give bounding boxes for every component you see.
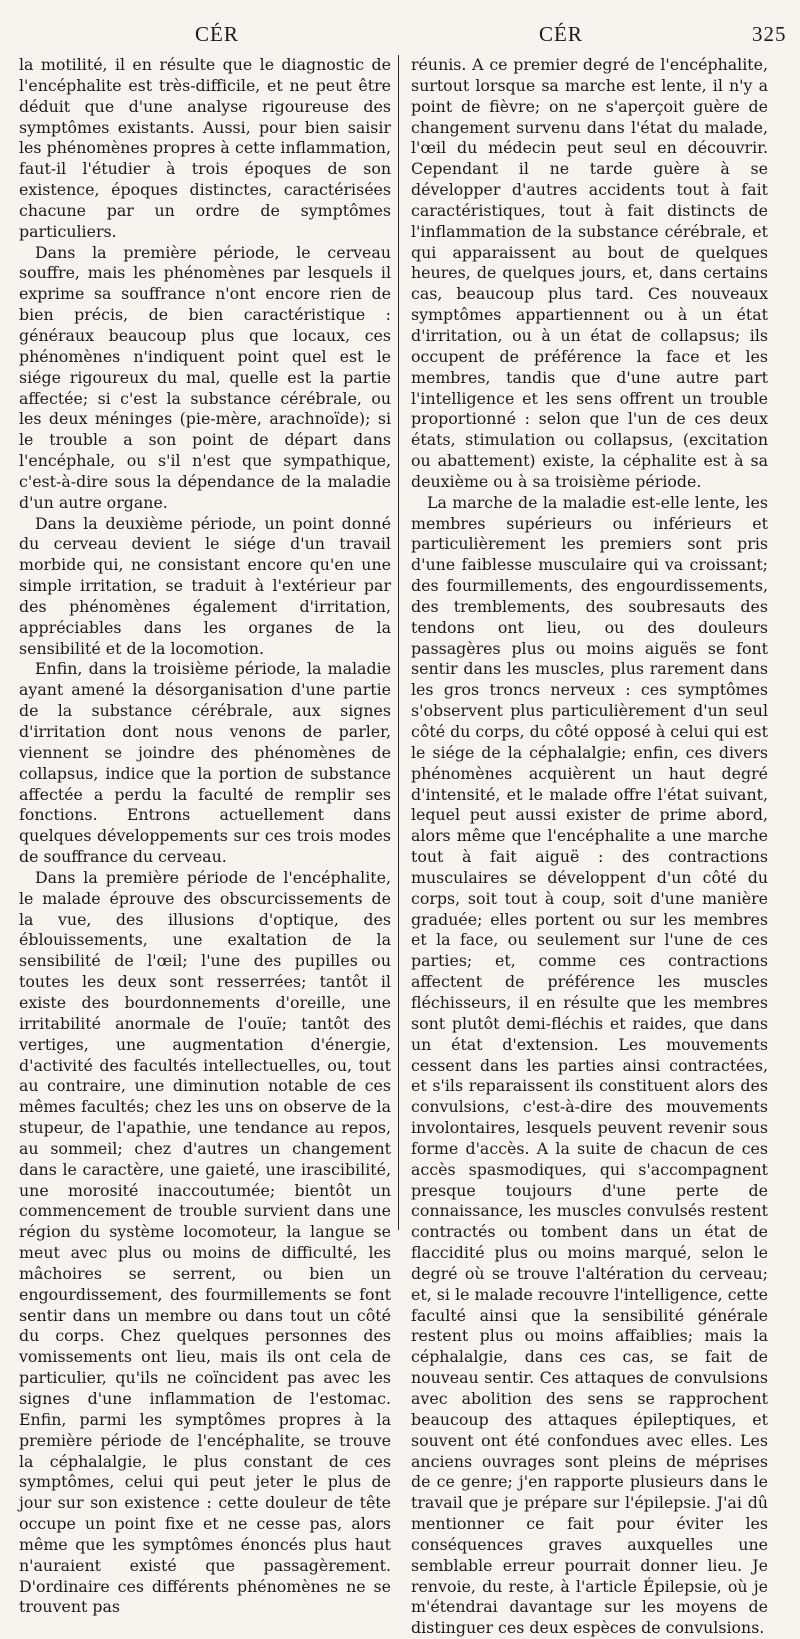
- paragraph: Enfin, dans la troisième période, la maladie ayant amené la désorganisation d'une partie de la substance cérébrale, aux signes d'irritation dont nous venons de parler, viennent se joindre des phénomènes de collapsus, indice que la portion de substance affectée a perdu la faculté de remplir ses fonctions. Entrons actuellement dans quelques développements sur ces trois modes de souffrance du cerveau.: [19, 659, 391, 867]
- paragraph: réunis. A ce premier degré de l'encéphalite, surtout lorsque sa marche est lente, il n'y a point de fièvre; on ne s'aperçoit guère de changement survenu dans l'état du malade, l'œil du médecin peut seul en découvrir. Cependant il ne tarde guère à se développer d'autres accidents tout à fait caractéristiques, tout à fait distincts de l'inflammation de la substance cérébrale, et qui apparaissent au bout de quelques heures, de quelques jours, et, dans certains cas, beaucoup plus tard. Ces nouveaux symptômes appartiennent ou à un état d'irritation, ou à un état de collapsus; ils occupent de préférence la face et les membres, tandis que d'une autre part l'intelligence et les sens offrent un trouble proportionné : selon que l'un de ces deux états, stimulation ou collapsus, (excitation ou abattement) existe, la céphalite est à sa deuxième ou à sa troisième période.: [411, 55, 768, 491]
- paragraph: La marche de la maladie est-elle lente, les membres supérieurs ou inférieurs et particulièrement les premiers sont pris d'une faiblesse musculaire qui va croissant; des fourmillements, des engourdissements, des tremblements, des soubresauts des tendons ont lieu, ou des douleurs passagères plus ou moins aiguës se font sentir dans les muscles, plus rarement dans les gros troncs nerveux : ces symptômes s'observent plus particulièrement d'un seul côté du corps, du côté opposé à celui qui est le siége de la céphalalgie; enfin, ces divers phénomènes acquièrent un haut degré d'intensité, et le malade offre l'état suivant, lequel peut aussi exister de prime abord, alors même que l'encéphalite a une marche tout à fait aiguë : des contractions musculaires se développent d'un côté du corps, soit tout à coup, soit d'une manière graduée; elles portent ou sur les membres et la face, ou seulement sur l'une de ces parties; et, comme ces contractions affectent de préférence les muscles fléchisseurs, il en résulte que les membres sont plutôt demi-fléchis et raides, que dans un état d'extension. Les mouvements cessent dans les parties ainsi contractées, et s'ils reparaissent ils constituent alors des convulsions, c'est-à-dire des mouvements involontaires, lesquels peuvent revenir sous forme d'accès. A la suite de chacun de ces accès spasmodiques, qui s'accompagnent presque toujours d'une perte de connaissance, les muscles convulsés restent contractés ou tombent dans un état de flaccidité plus ou moins marqué, selon le degré où se trouve l'altération du cerveau; et, si le malade recouvre l'intelligence, cette faculté ainsi que la sensibilité générale restent plus ou moins affaiblies; mais la céphalalgie, dans ces cas, se fait de nouveau sentir. Ces attaques de convulsions avec abolition des sens se rapprochent beaucoup des attaques épileptiques, et souvent ont été confondues avec elles. Les anciens ouvrages sont pleins de méprises de ce genre; j'en rapporte plusieurs dans le travail que je prépare sur l'épilepsie. J'ai dû mentionner ce fait pour éviter les conséquences graves auxquelles une semblable erreur pourrait donner lieu. Je renvoie, du reste, à l'article Épilepsie, où je m'étendrai davantage sur les moyens de distinguer ces deux espèces de convulsions.: [411, 492, 768, 1638]
- paragraph: Dans la première période, le cerveau souffre, mais les phénomènes par lesquels il exprime sa souffrance n'ont encore rien de bien précis, de bien caractéristique : généraux beaucoup plus que locaux, ces phénomènes n'indiquent point quel est le siége rigoureux du mal, quelle est la partie affectée; si c'est la substance cérébrale, ou les deux méninges (pie-mère, arachnoïde); si le trouble a son point de départ dans l'encéphale, ou s'il n'est que sympathique, c'est-à-dire sous la dépendance de la maladie d'un autre organe.: [19, 242, 391, 512]
- left-column: [19, 55, 391, 1617]
- column-divider: [398, 55, 399, 1230]
- page-number: 325: [752, 22, 787, 46]
- paragraph: Dans la deuxième période, un point donné du cerveau devient le siége d'un travail morbide qui, ne consistant encore qu'en une simple irritation, se traduit à l'extérieur par des phénomènes également d'irritation, appréciables dans les organes de la sensibilité et de la locomotion.: [19, 513, 391, 658]
- paragraph: la motilité, il en résulte que le diagnostic de l'encéphalite est très-difficile, et ne peut être déduit que d'une analyse rigoureuse des symptômes existants. Aussi, pour bien saisir les phénomènes propres à cette inflammation, faut-il l'étudier à trois époques de son existence, époques distinctes, caractérisées chacune par un ordre de symptômes particuliers.: [19, 55, 391, 241]
- paragraph: Dans la première période de l'encéphalite, le malade éprouve des obscurcissements de la vue, des illusions d'optique, des éblouissements, une exaltation de la sensibilité de l'œil; l'une des pupilles ou toutes les deux sont resserrées; tantôt il existe des bourdonnements d'oreille, une irritabilité anormale de l'ouïe; tantôt des vertiges, une augmentation d'énergie, d'activité des facultés intellectuelles, ou, tout au contraire, une diminution notable de ces mêmes facultés; chez les uns on observe de la stupeur, de l'apathie, une tendance au repos, au sommeil; chez d'autres un changement dans le caractère, une gaieté, une irascibilité, une morosité inaccoutumée; bientôt un commencement de trouble survient dans une région du système locomoteur, la langue se meut avec plus ou moins de difficulté, les mâchoires se serrent, ou bien un engourdissement, des fourmillements se font sentir dans un membre ou dans tout un côté du corps. Chez quelques personnes des vomissements ont lieu, mais ils ont cela de particulier, qu'ils ne coïncident pas avec les signes d'une inflammation de l'estomac. Enfin, parmi les symptômes propres à la première période de l'encéphalite, se trouve la céphalalgie, le plus constant de ces symptômes, celui qui peut jeter le plus de jour sur son existence : cette douleur de tête occupe un point fixe et ne cesse pas, alors même que les symptômes énoncés plus haut n'auraient existé que passagèrement. D'ordinaire ces différents phénomènes ne se trouvent pas: [19, 867, 391, 1617]
- running-head-left: CÉR: [195, 22, 239, 46]
- running-head-right: CÉR: [539, 22, 583, 46]
- right-column: [411, 55, 768, 1638]
